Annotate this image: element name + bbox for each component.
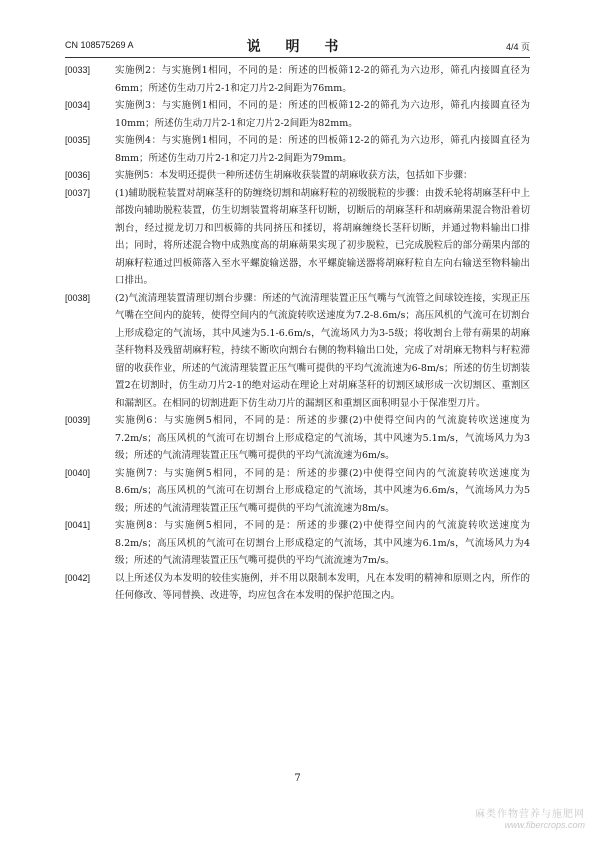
- page-header: [65, 36, 530, 56]
- paragraph-number: [0034]: [65, 100, 91, 110]
- paragraph-0034: [65, 97, 530, 132]
- paragraph-text: 实施例2：与实施例1相同，不同的是：所述的凹板筛12-2的筛孔为六边形，筛孔内接圆直径为6mm；所述仿生动刀片2-1和定刀片2-2间距为76mm。: [115, 65, 530, 94]
- paragraph-text: 实施例4：与实施例1相同，不同的是：所述的凹板筛12-2的筛孔为六边形，筛孔内接圆直径为8mm；所述仿生动刀片2-1和定刀片2-2间距为79mm。: [115, 135, 530, 164]
- paragraph-number: [0042]: [65, 572, 91, 583]
- paragraph-text: (2)气流清理装置清理切割台步骤：所述的气流清理装置正压气嘴与气流管之间球铰连接，实现正压气嘴在空间内的旋转，使得空间内的气流旋转吹送速度为7.2-8.6m/s；高压风机的气流可在切割台上形成稳定的气流场，其中风速为5.1-6.6m/s，气流场风力为3-5级；将收割台上带有蒴果的胡麻茎秆物料及残留胡麻籽粒，持续不断吹向割台右侧的物料输出口处，完成了对胡麻无物料与籽粒滞留的收获作业，所述的气流清理装置正压气嘴可提供的平均气流流速为6-8m/s；所述的仿生切割装置2在切割时，仿生动刀片2-1的绝对运动在理论上对胡麻茎秆的切割区域形成一次切割区、重割区和漏割区。在相同的切割进距下仿生动刀片的漏割区和重割区面积明显小于保准型刀片。: [115, 292, 530, 409]
- paragraph-0038: [65, 290, 530, 413]
- paragraph-0041: [65, 517, 530, 570]
- document-body: [65, 62, 530, 605]
- paragraph-number: [0035]: [65, 135, 91, 145]
- publication-number: CN 108575269 A: [65, 40, 134, 50]
- paragraph-number: [0039]: [65, 415, 91, 425]
- paragraph-0039: [65, 412, 530, 465]
- paragraph-text: 以上所述仅为本发明的较佳实施例，并不用以限制本发明，凡在本发明的精神和原则之内，所作的任何修改、等同替换、改进等，均应包含在本发明的保护范围之内。: [115, 572, 530, 601]
- paragraph-number: [0036]: [65, 170, 91, 180]
- paragraph-number: [0040]: [65, 467, 91, 478]
- paragraph-number: [0038]: [65, 292, 91, 303]
- page-count: 4/4 页: [505, 42, 530, 52]
- paragraph-text: 实施例3：与实施例1相同，不同的是：所述的凹板筛12-2的筛孔为六边形，筛孔内接圆直径为10mm；所述仿生动刀片2-1和定刀片2-2间距为82mm。: [115, 100, 530, 129]
- paragraph-0042: [65, 570, 530, 605]
- paragraph-text: (1)辅助脱粒装置对胡麻茎秆的防缠绕切割和胡麻籽粒的初级脱粒的步骤：由拨禾轮将胡麻茎秆中上部拨向辅助脱粒装置，仿生切割装置将胡麻茎秆切断，切断后的胡麻茎秆和胡麻蒴果混合物沿着切割台，经过搅龙切刀和凹板筛的共同挤压和揉切，将胡麻缠绕长茎秆切断，并通过物料输出口排出；同时，将所述混合物中成熟度高的胡麻蒴果实现了初步脱粒，已完成脱粒后的部分蒴果内部的胡麻籽粒通过凹板筛落入至水平螺旋输送器，水平螺旋输送器将胡麻籽粒自左向右输送至物料输出口排出。: [115, 187, 530, 286]
- paragraph-text: 实施例6：与实施例5相同，不同的是：所述的步骤(2)中使得空间内的气流旋转吹送速度为7.2m/s；高压风机的气流可在切割台上形成稳定的气流场，其中风速为5.1m/s，气流场风力为3级；所述的气流清理装置正压气嘴可提供的平均气流流速为6m/s。: [115, 415, 530, 461]
- paragraph-number: [0037]: [65, 187, 91, 198]
- paragraph-number: [0041]: [65, 520, 91, 530]
- page-number: 7: [294, 773, 301, 784]
- paragraph-0036: [65, 167, 530, 185]
- watermark: [475, 805, 585, 830]
- paragraph-text: 实施例8：与实施例5相同，不同的是：所述的步骤(2)中使得空间内的气流旋转吹送速度为8.2m/s；高压风机的气流可在切割台上形成稳定的气流场，其中风速为6.1m/s，气流场风力为4级；所述的气流清理装置正压气嘴可提供的平均气流流速为7m/s。: [115, 520, 530, 566]
- document-title: 说 明 书: [246, 39, 349, 55]
- watermark-url: www.fibercrops.com: [504, 820, 585, 830]
- paragraph-0033: [65, 62, 530, 97]
- paragraph-0035: [65, 132, 530, 167]
- header-rule: [65, 57, 530, 58]
- paragraph-0037: [65, 185, 530, 290]
- paragraph-number: [0033]: [65, 65, 91, 75]
- paragraph-text: 实施例5：本发明还提供一种所述仿生胡麻收获装置的胡麻收获方法，包括如下步骤：: [115, 170, 473, 181]
- paragraph-text: 实施例7：与实施例5相同，不同的是：所述的步骤(2)中使得空间内的气流旋转吹送速度为8.6m/s；高压风机的气流可在切割台上形成稳定的气流场，其中风速为6.6m/s，气流场风力为5级；所述的气流清理装置正压气嘴可提供的平均气流流速为8m/s。: [115, 467, 530, 514]
- watermark-site-name: 麻类作物营养与施肥网: [475, 809, 585, 820]
- paragraph-0040: [65, 465, 530, 518]
